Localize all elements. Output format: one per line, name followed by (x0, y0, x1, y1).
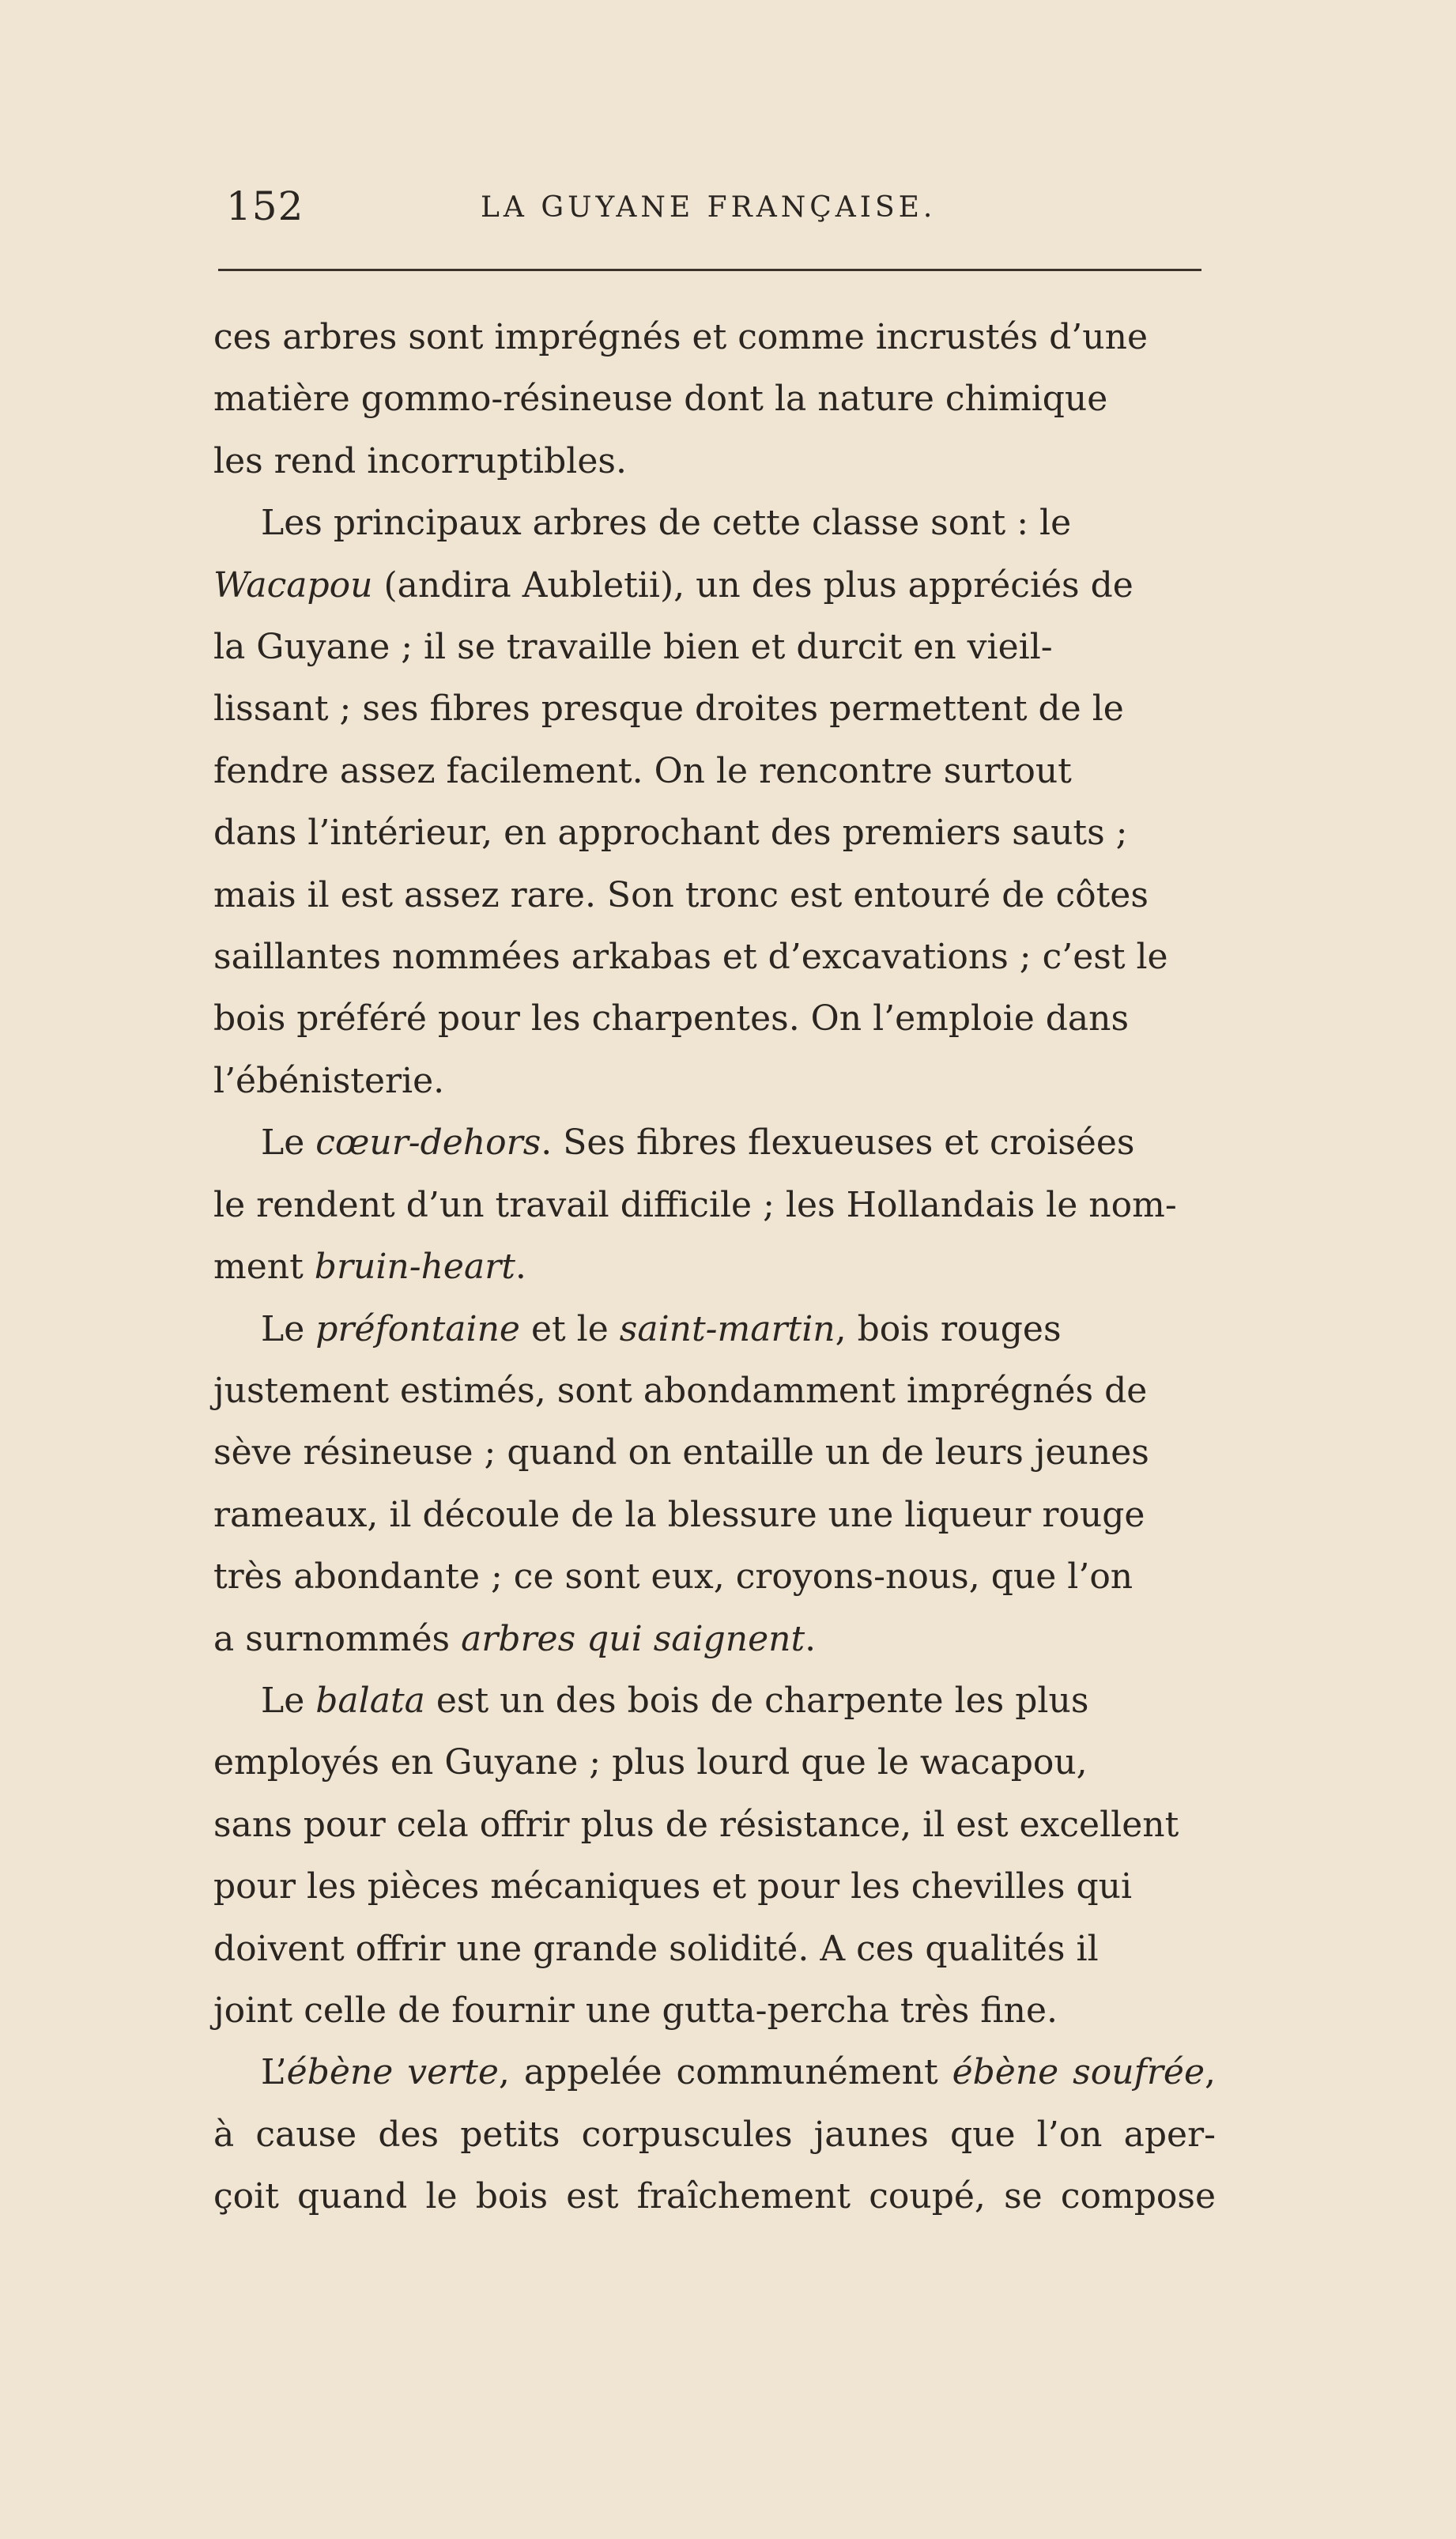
paragraph (213, 1670, 1216, 2042)
text-line: sans pour cela offrir plus de résistance, il est excellent (213, 1804, 1179, 1845)
text-line: L’ébène verte, appelée communément ébène soufrée, (261, 2052, 1216, 2093)
text-line: ment bruin-heart. (213, 1247, 526, 1288)
text-line: bois préféré pour les charpentes. On l’emploie dans (213, 998, 1130, 1039)
wood-name: ébène verte (286, 2052, 499, 2093)
running-title: LA GUYANE FRANÇAISE. (481, 191, 937, 224)
page-header (220, 183, 1201, 239)
wood-name: Wacapou (213, 564, 373, 606)
text-line: fendre assez facilement. On le rencontre surtout (213, 750, 1072, 791)
text-line: Le balata est un des bois de charpente les plus (261, 1680, 1089, 1721)
text-line: l’ébénisterie. (213, 1060, 445, 1101)
text-line: doivent offrir une grande solidité. A ces qualités il (213, 1928, 1099, 1969)
text-line: mais il est assez rare. Son tronc est entouré de côtes (213, 874, 1149, 915)
text-line: dans l’intérieur, en approchant des premiers sauts ; (213, 813, 1128, 854)
text-line: Les principaux arbres de cette classe sont : le (261, 503, 1072, 544)
text-line: employés en Guyane ; plus lourd que le wacapou, (213, 1742, 1088, 1783)
paragraph (213, 307, 1216, 492)
text-line: Wacapou (andira Aubletii), un des plus appréciés de (213, 564, 1133, 606)
paragraph (213, 492, 1216, 1112)
text-line: saillantes nommées arkabas et d’excavations ; c’est le (213, 937, 1168, 978)
page-number: 152 (226, 183, 304, 229)
wood-name: ébène soufrée (952, 2052, 1205, 2093)
text-line: le rendent d’un travail difficile ; les Hollandais le nom- (213, 1184, 1177, 1225)
body-text (213, 307, 1216, 2228)
paragraph (213, 2042, 1216, 2228)
text-line: très abondante ; ce sont eux, croyons-nous, que l’on (213, 1556, 1133, 1598)
text-line: lissant ; ses fibres presque droites permettent de le (213, 689, 1124, 730)
paragraph (213, 1299, 1216, 1670)
paragraph (213, 1112, 1216, 1298)
text-line: rameaux, il découle de la blessure une liqueur rouge (213, 1494, 1145, 1535)
text-line: sève résineuse ; quand on entaille un de leurs jeunes (213, 1432, 1149, 1473)
text-line: justement estimés, sont abondamment imprégnés de (213, 1370, 1148, 1411)
wood-name: saint-martin (619, 1308, 836, 1349)
header-rule (218, 269, 1201, 271)
text-line: joint celle de fournir une gutta-percha très fine. (213, 1990, 1058, 2031)
wood-name: bruin-heart (314, 1247, 515, 1288)
wood-name: préfontaine (315, 1308, 520, 1349)
wood-name: cœur-dehors (315, 1122, 541, 1164)
italic-phrase: arbres qui saignent (461, 1618, 805, 1659)
text-line: Le préfontaine et le saint-martin, bois rouges (261, 1308, 1062, 1349)
text-line: la Guyane ; il se travaille bien et durcit en vieil- (213, 627, 1053, 668)
text-line: pour les pièces mécaniques et pour les chevilles qui (213, 1866, 1133, 1907)
text-line: ces arbres sont imprégnés et comme incrustés d’une (213, 317, 1149, 357)
text-line: matière gommo-résineuse dont la nature chimique (213, 379, 1108, 420)
text-line: à cause des petits corpuscules jaunes que l’on aper- (213, 2114, 1216, 2155)
text-line: Le cœur-dehors. Ses fibres flexueuses et croisées (261, 1122, 1135, 1164)
wood-name: balata (315, 1680, 425, 1721)
text-line: les rend incorruptibles. (213, 440, 627, 481)
text-line: çoit quand le bois est fraîchement coupé, se compose (213, 2176, 1216, 2217)
text-line: a surnommés arbres qui saignent. (213, 1618, 817, 1659)
